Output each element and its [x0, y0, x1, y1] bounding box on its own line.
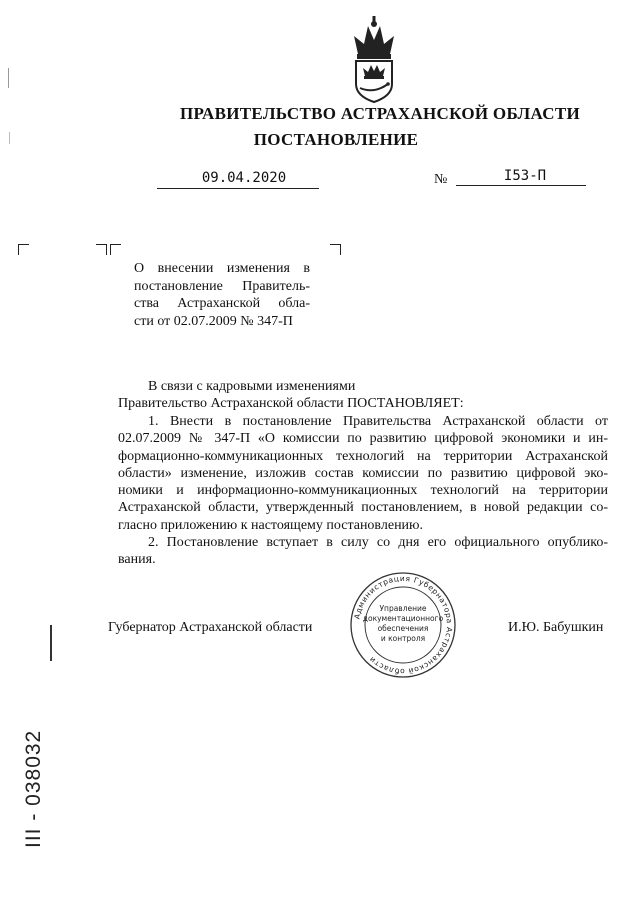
- text-line: области» изменение, изложив состав комиссии по развитию цифровой эко-: [118, 465, 608, 481]
- margin-mark: [9, 132, 10, 144]
- text-line: Астраханской области, утвержденный постановлением, в новой редакции со-: [118, 500, 608, 516]
- intro-line: Правительство Астраханской области ПОСТАНОВЛЯЕТ:: [118, 396, 464, 411]
- signatory-name: И.Ю. Бабушкин: [508, 620, 604, 635]
- corner-bracket: [96, 244, 107, 255]
- text-line: гласно приложению к настоящему постановлению.: [118, 517, 424, 533]
- text-line: формационно-коммуникационных технологий на территории Астраханской: [118, 448, 608, 464]
- side-serial-number: [10, 710, 50, 850]
- paragraph-item-2: [118, 534, 608, 569]
- document-subject: [134, 260, 310, 330]
- document-type: ПОСТАНОВЛЕНИЕ: [253, 130, 419, 149]
- number-sign: №: [434, 172, 448, 187]
- stamp-inner-line: обеспечения: [377, 624, 429, 633]
- stamp-inner-line: Управление: [379, 604, 427, 613]
- subject-line: сти от 02.07.2009 № 347-П: [134, 313, 293, 329]
- corner-bracket: [330, 244, 341, 255]
- side-line: [50, 625, 52, 661]
- text-line: вания.: [118, 552, 156, 568]
- text-line: 1. Внести в постановление Правительства Астраханской области от: [148, 414, 608, 429]
- subject-line: О внесении изменения в: [134, 261, 310, 276]
- intro-line: В связи с кадровыми изменениями: [148, 379, 356, 394]
- subject-line: постановление Правитель-: [134, 278, 310, 294]
- subject-line: ства Астраханской обла-: [134, 296, 310, 311]
- paragraph-item-1: [118, 413, 608, 534]
- organization-title: ПРАВИТЕЛЬСТВО АСТРАХАНСКОЙ ОБЛАСТИ: [180, 104, 580, 123]
- serial-text: III - 038032: [22, 729, 45, 848]
- text-line: 02.07.2009 № 347-П «О комиссии по развитию цифровой экономики и ин-: [118, 431, 608, 447]
- text-line: номики и информационно-коммуникационных технологий на территории: [118, 483, 608, 499]
- stamp-inner-line: и контроля: [380, 634, 426, 643]
- date-underline: [157, 188, 319, 189]
- official-stamp: [348, 570, 458, 680]
- document-date: 09.04.2020: [201, 170, 287, 186]
- document-number: I53-П: [503, 168, 547, 184]
- corner-bracket: [18, 244, 29, 255]
- text-line: 2. Постановление вступает в силу со дня его официального опублико-: [148, 535, 608, 550]
- number-underline: [456, 185, 586, 186]
- stamp-outer-text: Администрация Губернатора Астраханской области: [352, 573, 455, 677]
- stamp-inner-line: документационного: [362, 614, 444, 623]
- coat-of-arms-emblem: [344, 14, 404, 104]
- margin-mark: [8, 68, 9, 88]
- corner-bracket: [110, 244, 121, 255]
- signatory-position: Губернатор Астраханской области: [108, 620, 313, 635]
